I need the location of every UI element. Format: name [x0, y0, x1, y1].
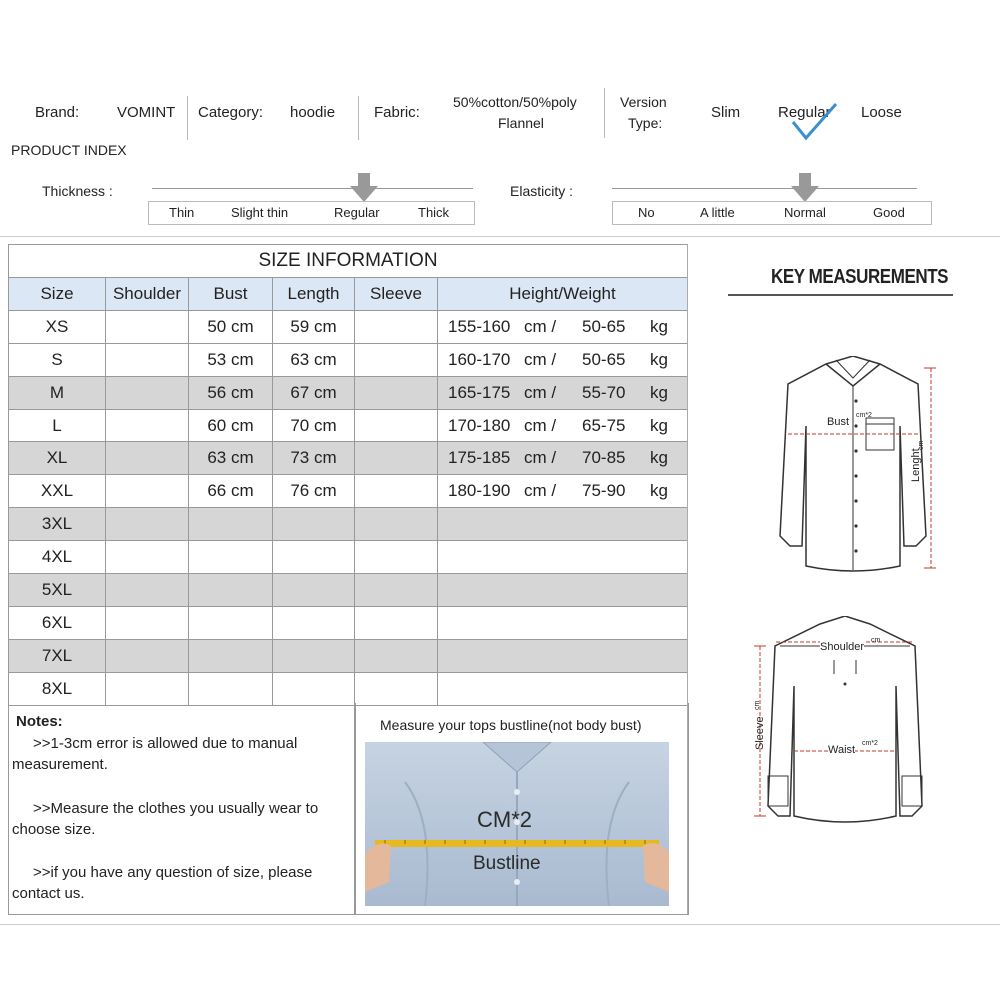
bust-cell: 60 cm — [189, 409, 273, 442]
thickness-option: Slight thin — [231, 205, 289, 220]
sleeve-cell — [355, 508, 438, 541]
version-option-slim: Slim — [711, 104, 741, 121]
arrow-down-icon — [350, 173, 378, 203]
table-row — [9, 639, 688, 672]
table-header-row — [9, 278, 688, 311]
waist-unit: cm*2 — [862, 740, 878, 747]
note-text: contact us. — [12, 885, 85, 902]
table-row — [9, 442, 688, 475]
overlay-cm: CM*2 — [477, 807, 533, 832]
weight-unit: kg — [650, 316, 668, 336]
fabric-value: 50%cotton/50%poly — [453, 94, 577, 110]
table-row — [9, 574, 688, 607]
sleeve-cell — [355, 376, 438, 409]
overlay-bustline: Bustline — [473, 853, 541, 874]
height-value: 155-160 — [448, 316, 511, 336]
column-header: Height/Weight — [438, 278, 688, 311]
shoulder-cell — [106, 639, 189, 672]
height-unit: cm / — [524, 316, 557, 336]
height-unit: cm / — [524, 415, 557, 435]
product-index-title: PRODUCT INDEX — [11, 142, 127, 158]
key-measurements-panel — [687, 244, 999, 914]
height-unit: cm / — [524, 481, 557, 501]
sleeve-cell — [355, 343, 438, 376]
brand-label: Brand: — [35, 104, 80, 121]
version-label-2: Type: — [628, 115, 663, 131]
bust-cell — [189, 541, 273, 574]
size-cell: 3XL — [9, 508, 106, 541]
shoulder-cell — [106, 409, 189, 442]
shoulder-unit: cm — [871, 637, 881, 644]
table-row — [9, 541, 688, 574]
height-value: 175-185 — [448, 448, 511, 468]
height-weight-cell — [438, 541, 688, 574]
bust-cell: 56 cm — [189, 376, 273, 409]
height-value: 180-190 — [448, 481, 511, 501]
shoulder-cell — [106, 310, 189, 343]
table-row — [9, 508, 688, 541]
note-text: >>Measure the clothes you usually wear to — [33, 800, 319, 817]
size-cell: XL — [9, 442, 106, 475]
waist-label: Waist — [828, 744, 856, 756]
height-value: 165-175 — [448, 382, 511, 402]
size-cell: S — [9, 343, 106, 376]
weight-value: 75-90 — [582, 481, 626, 501]
shoulder-cell — [106, 508, 189, 541]
height-weight-cell — [438, 475, 688, 508]
elasticity-option: A little — [700, 205, 735, 220]
size-cell: XXL — [9, 475, 106, 508]
length-cell — [273, 574, 355, 607]
thickness-option: Regular — [334, 205, 380, 220]
divider — [187, 96, 188, 140]
weight-unit: kg — [650, 415, 668, 435]
height-weight-cell — [438, 376, 688, 409]
size-cell: 5XL — [9, 574, 106, 607]
table-row — [9, 310, 688, 343]
divider — [0, 924, 1000, 925]
shoulder-cell — [106, 343, 189, 376]
sleeve-cell — [355, 541, 438, 574]
table-row — [9, 672, 688, 705]
weight-unit: kg — [650, 481, 668, 501]
sleeve-cell — [355, 574, 438, 607]
elasticity-option: No — [638, 205, 655, 220]
weight-value: 70-85 — [582, 448, 626, 468]
version-option-regular: Regular — [778, 104, 831, 121]
elasticity-option: Normal — [784, 205, 826, 220]
height-weight-cell — [438, 606, 688, 639]
table-row — [9, 343, 688, 376]
height-weight-cell — [438, 409, 688, 442]
length-cell — [273, 541, 355, 574]
length-unit: cm — [918, 440, 925, 450]
bust-cell — [189, 639, 273, 672]
size-cell: 4XL — [9, 541, 106, 574]
weight-value: 50-65 — [582, 316, 626, 336]
size-cell: M — [9, 376, 106, 409]
height-weight-cell — [438, 343, 688, 376]
size-cell: XS — [9, 310, 106, 343]
size-cell: 7XL — [9, 639, 106, 672]
weight-value: 50-65 — [582, 349, 626, 369]
length-label: Lenght — [910, 448, 922, 482]
height-value: 160-170 — [448, 349, 511, 369]
version-label: Version — [620, 94, 667, 110]
sleeve-cell — [355, 639, 438, 672]
sleeve-cell — [355, 409, 438, 442]
thickness-options — [148, 201, 475, 225]
height-value: 170-180 — [448, 415, 511, 435]
bust-cell: 53 cm — [189, 343, 273, 376]
fabric-label: Fabric: — [374, 104, 420, 121]
length-cell — [273, 508, 355, 541]
bust-cell — [189, 508, 273, 541]
sleeve-cell — [355, 475, 438, 508]
note-text: choose size. — [12, 821, 96, 838]
category-value: hoodie — [290, 104, 336, 121]
bust-cell: 50 cm — [189, 310, 273, 343]
weight-unit: kg — [650, 382, 668, 402]
shoulder-cell — [106, 574, 189, 607]
divider — [604, 88, 605, 138]
height-weight-cell — [438, 672, 688, 705]
thickness-label: Thickness : — [42, 183, 113, 199]
bust-cell: 63 cm — [189, 442, 273, 475]
column-header: Bust — [189, 278, 273, 311]
bust-cell — [189, 606, 273, 639]
table-row — [9, 376, 688, 409]
bustline-photo-panel — [354, 703, 689, 915]
bust-cell: 66 cm — [189, 475, 273, 508]
height-weight-cell — [438, 639, 688, 672]
version-option-loose: Loose — [861, 104, 902, 121]
bust-cell — [189, 672, 273, 705]
note-text: measurement. — [12, 756, 108, 773]
sleeve-unit: cm — [754, 700, 761, 710]
bust-unit: cm*2 — [856, 412, 872, 419]
shoulder-cell — [106, 672, 189, 705]
length-cell — [273, 606, 355, 639]
notes-title: Notes: — [16, 713, 63, 730]
length-cell: 63 cm — [273, 343, 355, 376]
length-cell — [273, 639, 355, 672]
bust-label: Bust — [827, 416, 850, 428]
category-label: Category: — [198, 104, 264, 121]
bust-cell — [189, 574, 273, 607]
key-measurements-title: KEY MEASUREMENTS — [771, 266, 949, 288]
column-header: Length — [273, 278, 355, 311]
column-header: Sleeve — [355, 278, 438, 311]
size-cell: 6XL — [9, 606, 106, 639]
length-cell: 76 cm — [273, 475, 355, 508]
arrow-down-icon — [791, 173, 819, 203]
table-row — [9, 475, 688, 508]
shoulder-cell — [106, 475, 189, 508]
divider — [8, 914, 688, 915]
weight-unit: kg — [650, 349, 668, 369]
divider — [0, 236, 1000, 237]
shoulder-cell — [106, 442, 189, 475]
elasticity-option: Good — [873, 205, 905, 220]
length-cell — [273, 672, 355, 705]
shoulder-label: Shoulder — [820, 641, 865, 653]
height-weight-cell — [438, 310, 688, 343]
length-cell: 59 cm — [273, 310, 355, 343]
check-icon — [790, 100, 840, 144]
height-weight-cell — [438, 574, 688, 607]
length-cell: 67 cm — [273, 376, 355, 409]
size-cell: L — [9, 409, 106, 442]
column-header: Shoulder — [106, 278, 189, 311]
length-cell: 73 cm — [273, 442, 355, 475]
divider — [358, 96, 359, 140]
elasticity-options — [612, 201, 932, 225]
table-row — [9, 409, 688, 442]
sleeve-cell — [355, 310, 438, 343]
height-unit: cm / — [524, 382, 557, 402]
sleeve-cell — [355, 672, 438, 705]
weight-unit: kg — [650, 448, 668, 468]
sleeve-cell — [355, 606, 438, 639]
sleeve-cell — [355, 442, 438, 475]
size-cell: 8XL — [9, 672, 106, 705]
table-row — [9, 606, 688, 639]
thickness-scale — [152, 188, 473, 189]
photo-caption: Measure your tops bustline(not body bust) — [380, 717, 642, 733]
note-text: >>if you have any question of size, please — [33, 864, 313, 881]
notes-panel — [8, 703, 356, 915]
weight-value: 55-70 — [582, 382, 626, 402]
size-table-title: SIZE INFORMATION — [9, 245, 688, 278]
sleeve-label: Sleeve — [754, 716, 766, 750]
fabric-value-2: Flannel — [498, 115, 544, 131]
note-text: >>1-3cm error is allowed due to manual — [33, 735, 298, 752]
height-weight-cell — [438, 442, 688, 475]
shoulder-cell — [106, 376, 189, 409]
title-underline — [728, 294, 953, 296]
shoulder-cell — [106, 541, 189, 574]
weight-value: 65-75 — [582, 415, 626, 435]
size-table — [8, 244, 688, 706]
elasticity-label: Elasticity : — [510, 183, 574, 199]
thickness-option: Thin — [169, 205, 195, 220]
column-header: Size — [9, 278, 106, 311]
height-unit: cm / — [524, 349, 557, 369]
brand-value: VOMINT — [117, 104, 176, 121]
height-weight-cell — [438, 508, 688, 541]
length-cell: 70 cm — [273, 409, 355, 442]
height-unit: cm / — [524, 448, 557, 468]
shoulder-cell — [106, 606, 189, 639]
elasticity-scale — [612, 188, 917, 189]
thickness-option: Thick — [418, 205, 450, 220]
